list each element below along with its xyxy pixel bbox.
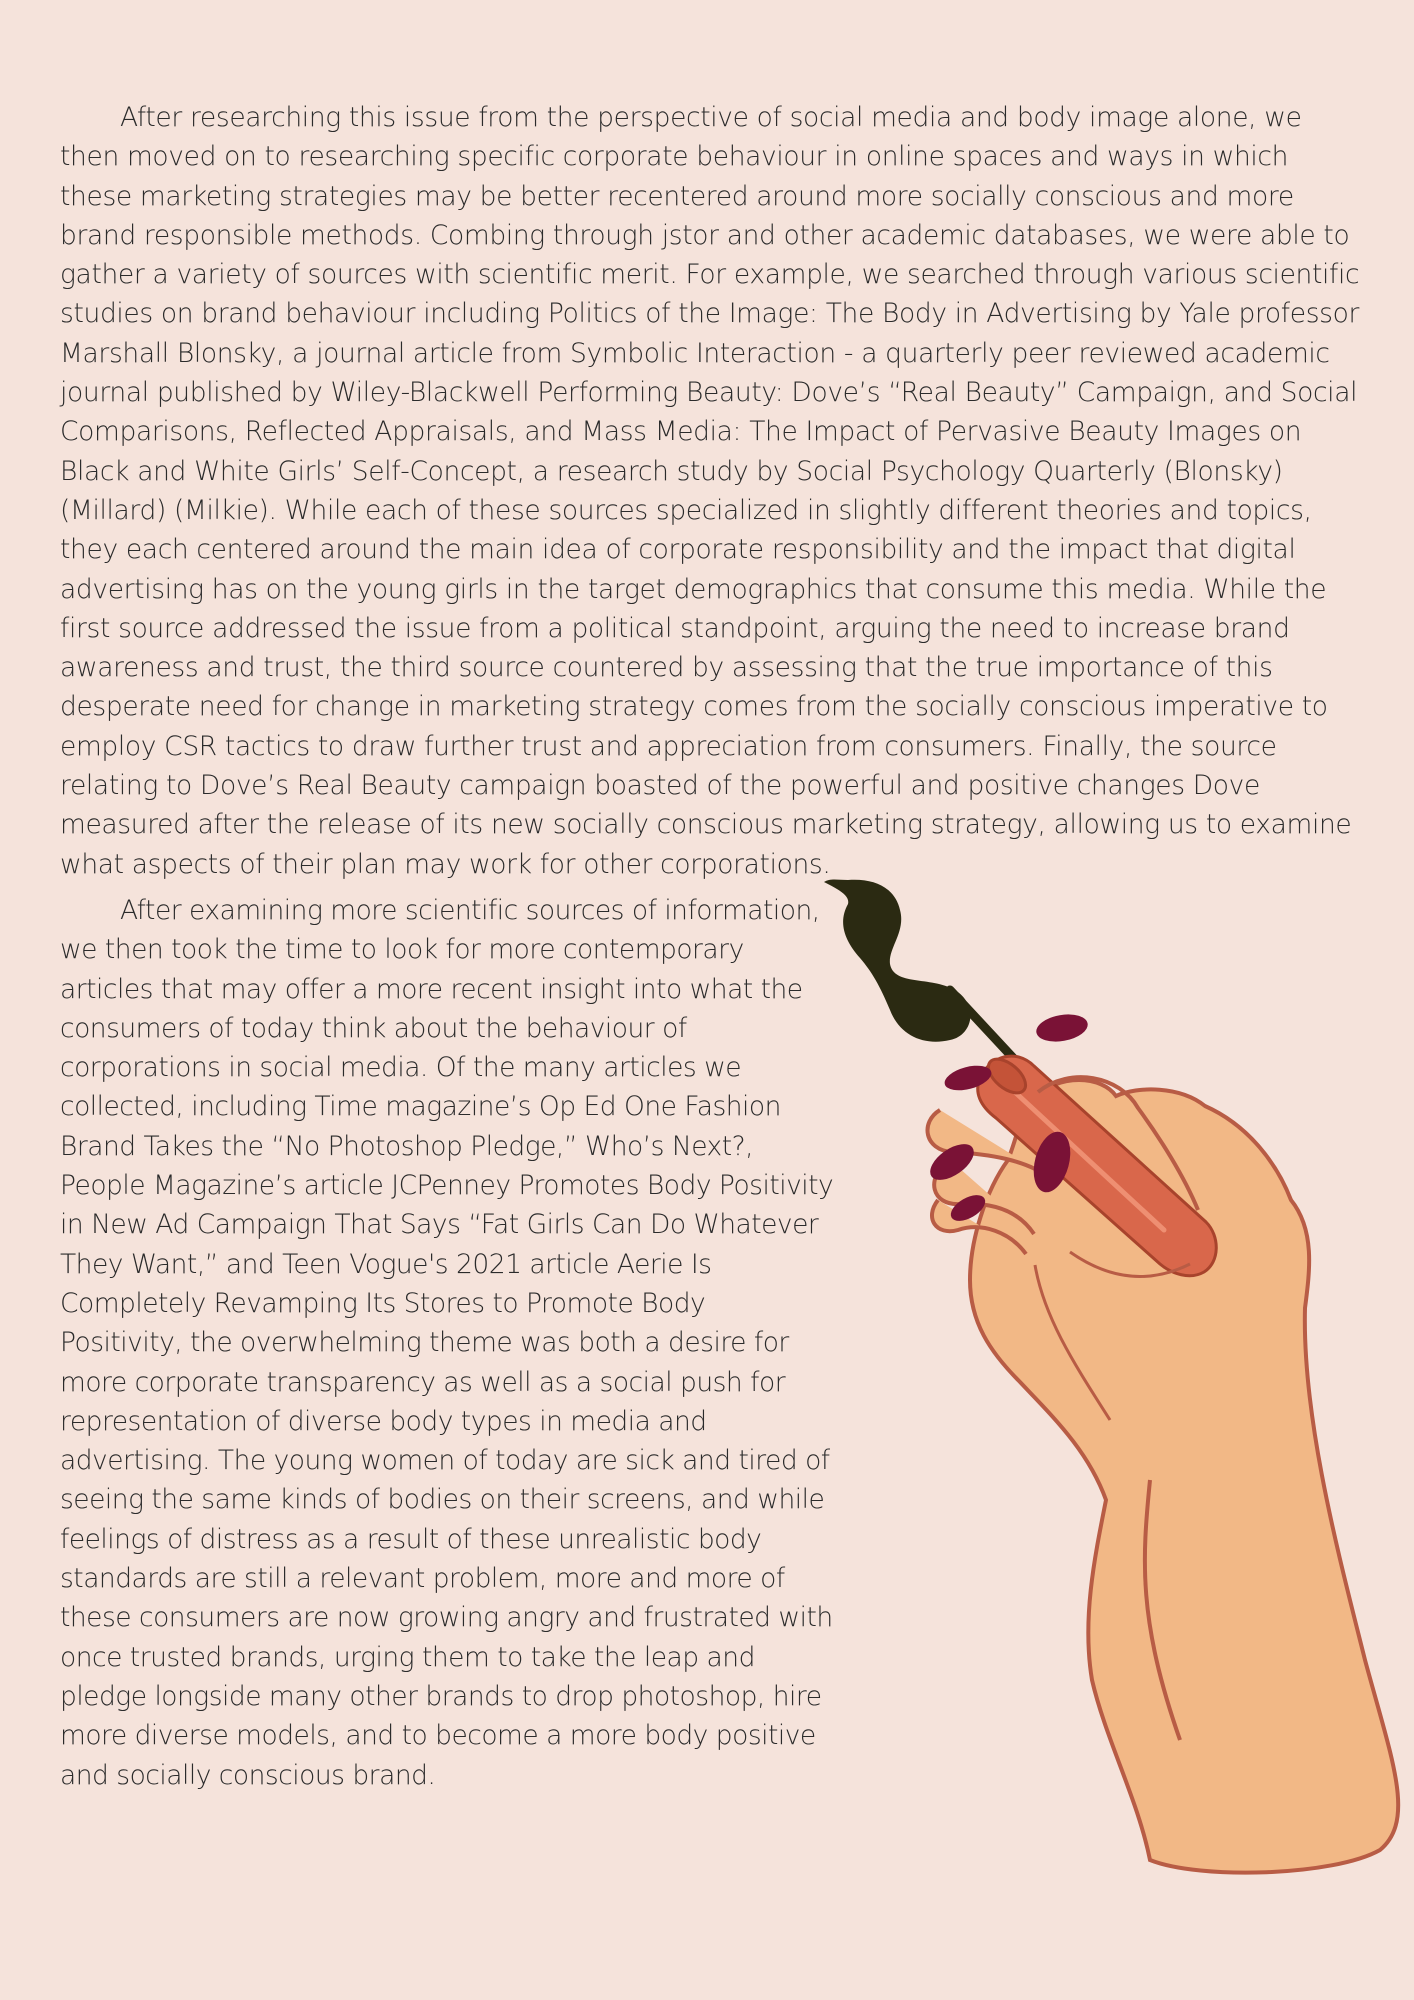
paragraph-research-sources: After researching this issue from the perspective of social media and body image alone, we then moved on to researching specific corporate behaviour in online spaces and ways in which these marketing strategies may be better recentered around more socially conscious and more brand responsible methods. Combing through jstor and other academic databases, we were able to gather a variety of sources with scientific merit. For example, we searched through various scientific studies on brand behaviour including Politics of the Image: The Body in Advertising by Yale professor Marshall Blonsky, a journal article from Symbolic Interaction - a quarterly peer reviewed academic journal published by Wiley-Blackwell Performing Beauty: Dove’s “Real Beauty” Campaign, and Social Comparisons, Reflected Appraisals, and Mass Media: The Impact of Pervasive Beauty Images on Black and White Girls’ Self-Concept, a research study by Social Psychology Quarterly (Blonsky) (Millard) (Milkie). While each of these sources specialized in slightly different theories and topics, they each centered around the main idea of corporate responsibility and the impact that digital advertising has on the young girls in the target demographics that consume this media. While the first source addressed the issue from a political standpoint, arguing the need to increase brand awareness and trust, the third source countered by assessing that the true importance of this desperate need for change in marketing strategy comes from the socially conscious imperative to employ CSR tactics to draw further trust and appreciation from consumers. Finally, the source relating to Dove’s Real Beauty campaign boasted of the powerful and positive changes Dove measured after the release of its new socially conscious marketing strategy, allowing us to examine what aspects of their plan may work for other corporations. (60, 102, 1360, 880)
hand-holding-leaf-icon (820, 860, 1414, 2000)
hand-skin (970, 1080, 1398, 1873)
nail-index (1034, 1011, 1090, 1046)
paragraph-contemporary-articles: After examining more scientific sources of information, we then took the time to look for more contemporary articles that may offer a more recent insight into what the consumers of today think about the behaviour of corporations in social media. Of the many articles we collected, including Time magazine’s Op Ed One Fashion Brand Takes the “No Photoshop Pledge,” Who’s Next?, People Magazine’s article JCPenney Promotes Body Positivity in New Ad Campaign That Says “Fat Girls Can Do Whatever They Want,” and Teen Vogue's 2021 article Aerie Is Completely Revamping Its Stores to Promote Body Positivity, the overwhelming theme was both a desire for more corporate transparency as well as a social push for representation of diverse body types in media and advertising. The young women of today are sick and tired of seeing the same kinds of bodies on their screens, and while feelings of distress as a result of these unrealistic body standards are still a relevant problem, more and more of these consumers are now growing angry and frustrated with once trusted brands, urging them to take the leap and pledge longside many other brands to drop photoshop, hire more diverse models, and to become a more body positive and socially conscious brand. (60, 895, 834, 1791)
leaf-blade (824, 880, 970, 1042)
